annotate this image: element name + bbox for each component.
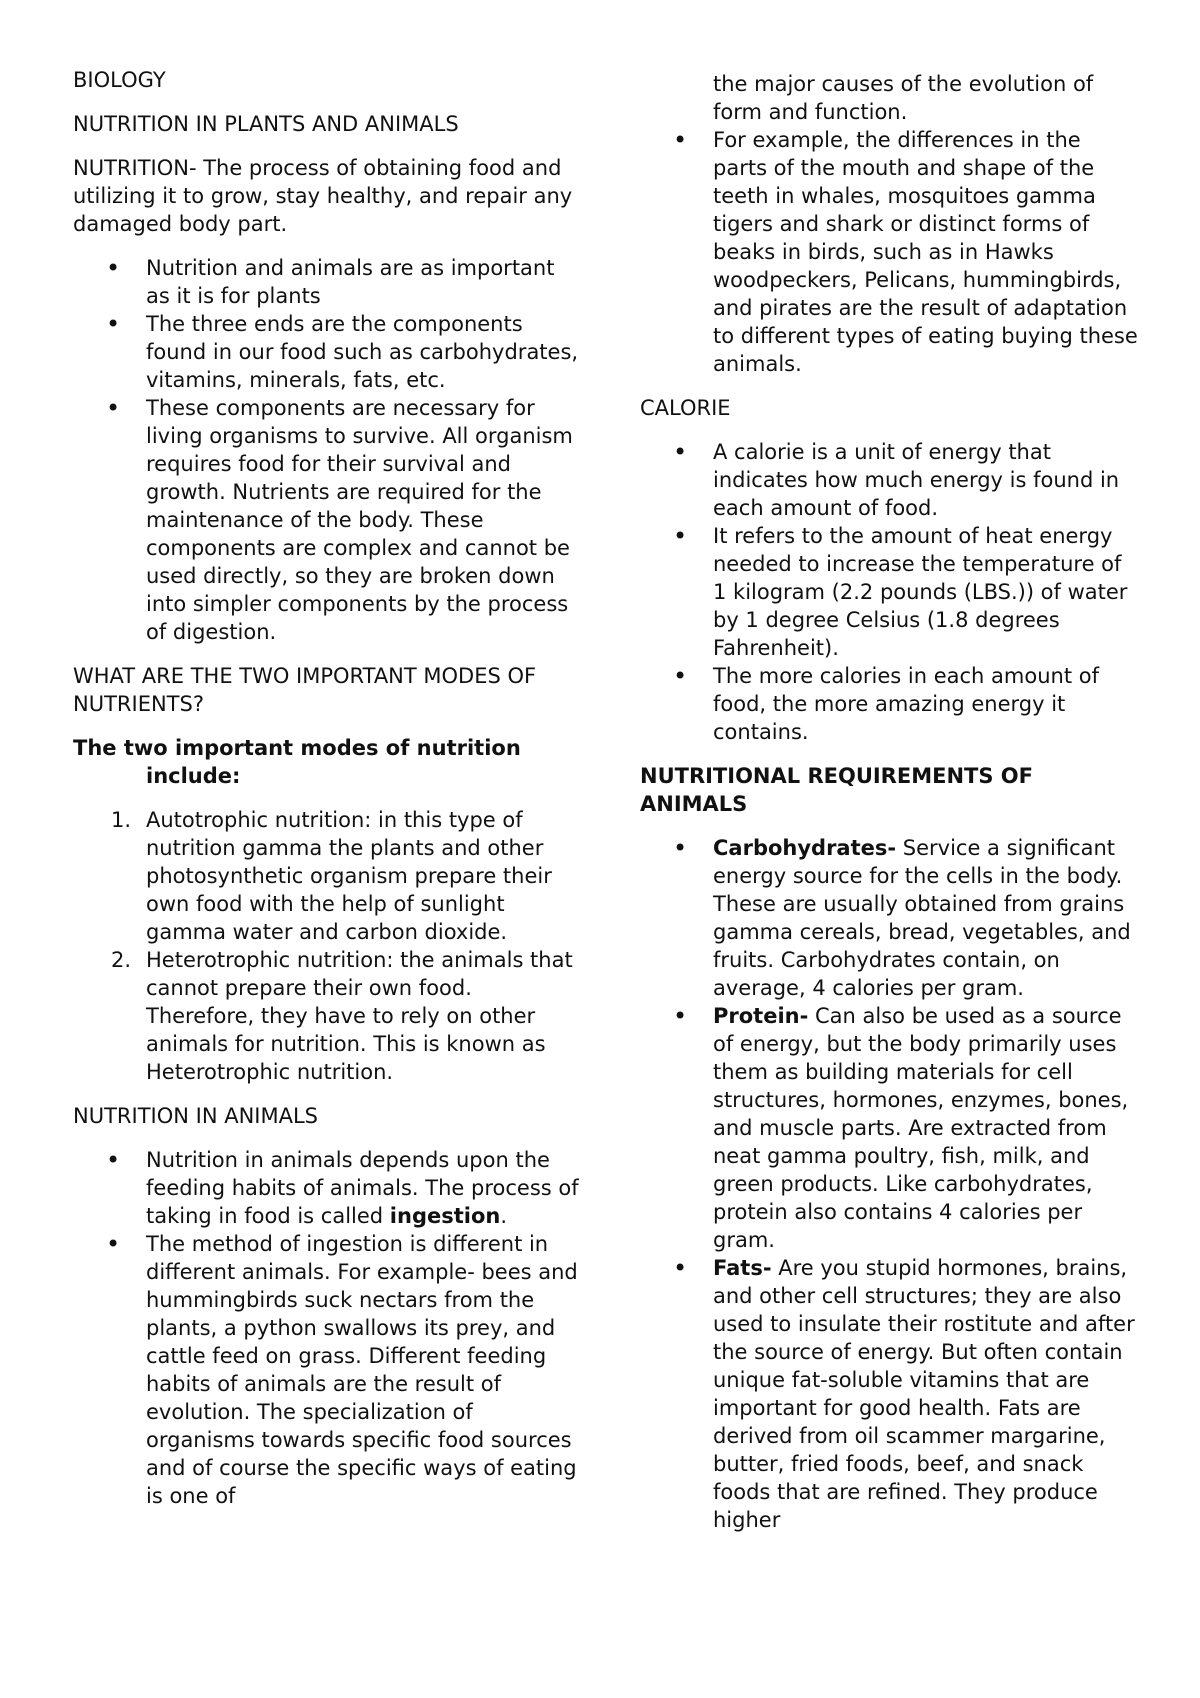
calorie-heading: CALORIE: [640, 396, 731, 420]
item-text: Nutrition in animals depends upon the feeding habits of animals. The process of taking in food is called: [146, 1148, 579, 1228]
modes-question: WHAT ARE THE TWO IMPORTANT MODES OF NUTRIENTS?: [73, 664, 537, 716]
nutrient-term: Carbohydrates-: [713, 836, 897, 860]
example-list: [640, 126, 1140, 378]
item-number: 2.: [111, 948, 132, 972]
list-item: • The three ends are the components found in our food such as carbohydrates, vitamins, minerals, fats, etc.: [73, 310, 583, 394]
right-column: [640, 70, 1140, 1534]
list-item: • These components are necessary for living organisms to survive. All organism requires food for their survival and growth. Nutrients are required for the maintenance of the body. These components are complex and cannot be used directly, so they are broken down into simpler components by the process of digestion.: [73, 394, 583, 646]
ingestion-term: ingestion: [389, 1204, 501, 1228]
list-item: • The more calories in each amount of food, the more amazing energy it contains.: [640, 662, 1140, 746]
calorie-list: [640, 438, 1140, 746]
animals-list: [73, 1146, 583, 1510]
list-item: • It refers to the amount of heat energy needed to increase the temperature of 1 kilogram (2.2 pounds (LBS.)) of water by 1 degree Celsius (1.8 degrees Fahrenheit).: [640, 522, 1140, 662]
modes-heading: The two important modes of nutrition include:: [73, 736, 521, 788]
nutrition-definition: NUTRITION- The process of obtaining food and utilizing it to grow, stay healthy, and repair any damaged body part.: [73, 156, 573, 236]
requirements-heading: NUTRITIONAL REQUIREMENTS OF ANIMALS: [640, 764, 1033, 816]
nutrient-description: Service a significant energy source for the cells in the body. These are usually obtained from grains gamma cereals, bread, vegetables, and fruits. Carbohydrates contain, on average, 4 calories per gram.: [713, 836, 1131, 1000]
list-item: [640, 1002, 1140, 1254]
intro-list: [73, 254, 583, 646]
list-item: • A calorie is a unit of energy that indicates how much energy is found in each amount of food.: [640, 438, 1140, 522]
list-item: [640, 1254, 1140, 1534]
left-column: [73, 66, 583, 1510]
list-item: • The method of ingestion is different in different animals. For example- bees and hummingbirds suck nectars from the plants, a python swallows its prey, and cattle feed on grass. Different feeding habits of animals are the result of evolution. The specialization of organisms towards specific food sources and of course the specific ways of eating is one of: [73, 1230, 583, 1510]
nutrient-term: Protein-: [713, 1004, 809, 1028]
nutrient-description: Can also be used as a source of energy, but the body primarily uses them as building materials for cell structures, hormones, enzymes, bones, and muscle parts. Are extracted from neat gamma poultry, fish, milk, and green products. Like carbohydrates, protein also contains 4 calories per gram.: [713, 1004, 1129, 1252]
list-item: [640, 834, 1140, 1002]
list-item: • Nutrition and animals are as important as it is for plants: [73, 254, 583, 310]
nutrient-description: Are you stupid hormones, brains, and other cell structures; they are also used to insulate their rostitute and after the source of energy. But often contain unique fat-soluble vitamins that are important for good health. Fats are derived from oil scammer margarine, butter, fried foods, beef, and snack foods that are refined. They produce higher: [713, 1256, 1135, 1532]
item-text-end: .: [500, 1204, 508, 1228]
list-item: [73, 946, 583, 1086]
continued-text: the major causes of the evolution of form and function.: [713, 72, 1094, 124]
item-text: Heterotrophic nutrition: the animals that cannot prepare their own food. Therefore, they have to rely on other animals for nutrition. This is known as Heterotrophic nutrition.: [146, 948, 573, 1084]
subject-heading: BIOLOGY: [73, 68, 166, 92]
page-title: NUTRITION IN PLANTS AND ANIMALS: [73, 112, 459, 136]
modes-list: [73, 806, 583, 1086]
list-item: • For example, the differences in the parts of the mouth and shape of the teeth in whales, mosquitoes gamma tigers and shark or distinct forms of beaks in birds, such as in Hawks woodpeckers, Pelicans, hummingbirds, and pirates are the result of adaptation to different types of eating buying these animals.: [640, 126, 1140, 378]
nutrient-term: Fats-: [713, 1256, 772, 1280]
nutrition-in-animals-heading: NUTRITION IN ANIMALS: [73, 1104, 318, 1128]
item-number: 1.: [111, 808, 132, 832]
item-text: Autotrophic nutrition: in this type of nutrition gamma the plants and other photosynthetic organism prepare their own food with the help of sunlight gamma water and carbon dioxide.: [146, 808, 552, 944]
list-item: [73, 1146, 583, 1230]
list-item: [73, 806, 583, 946]
requirements-list: [640, 834, 1140, 1534]
